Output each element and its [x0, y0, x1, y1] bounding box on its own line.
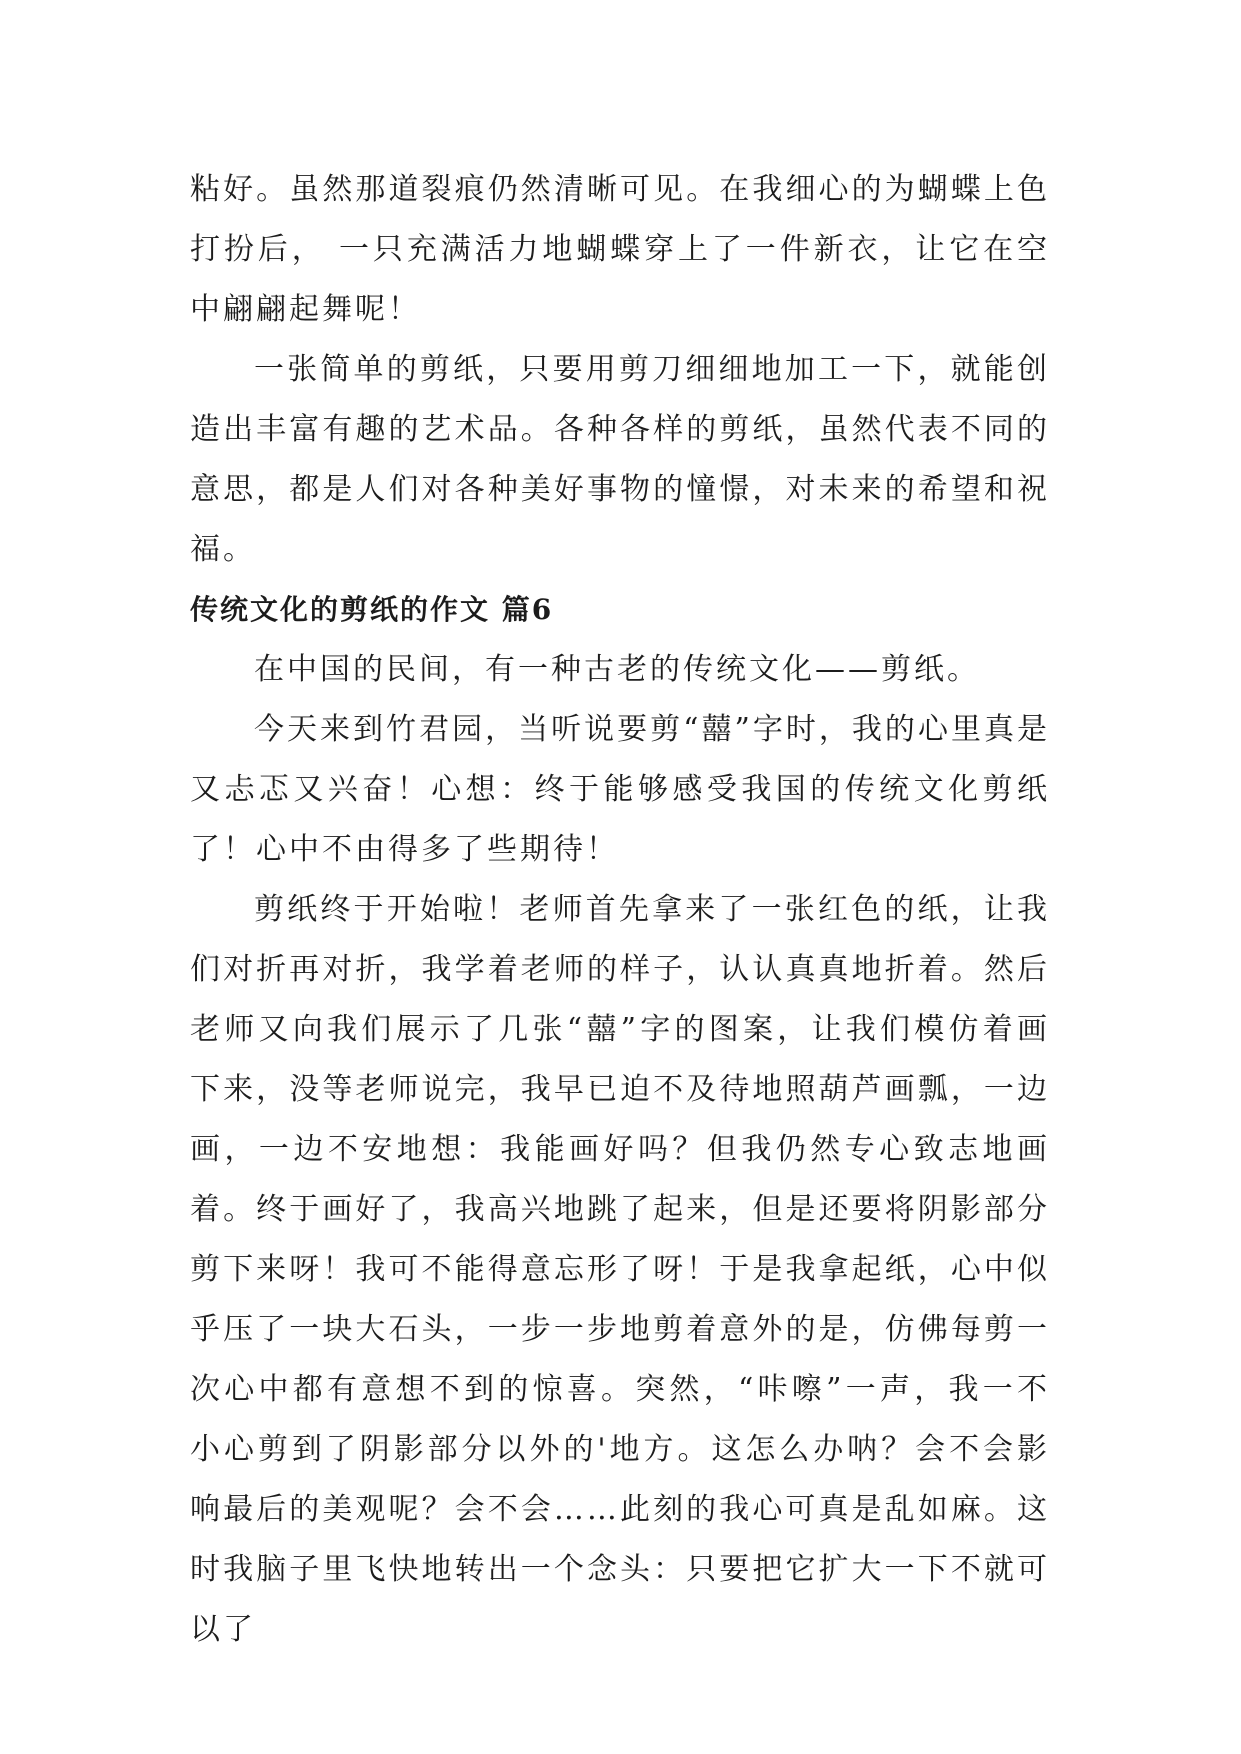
continued-paragraph: 粘好。虽然那道裂痕仍然清晰可见。在我细心的为蝴蝶上色打扮后， 一只充满活力地蝴蝶穿上了一件新衣，让它在空中翩翩起舞呢！	[190, 172, 1050, 327]
paragraph-cutting: 剪纸终于开始啦！老师首先拿来了一张红色的纸，让我们对折再对折，我学着老师的样子，认认真真地折着。然后老师又向我们展示了几张“囍”字的图案，让我们模仿着画下来，没等老师说完，我早已迫不及待地照葫芦画瓢，一边画，一边不安地想：我能画好吗？但我仍然专心致志地画着。终于画好了，我高兴地跳了起来，但是还要将阴影部分剪下来呀！我可不能得意忘形了呀！于是我拿起纸，心中似乎压了一块大石头，一步一步地剪着意外的是，仿佛每剪一次心中都有意想不到的惊喜。突然，“咔嚓”一声，我一不小心剪到了阴影部分以外的'地方。这怎么办呐？会不会影响最后的美观呢？会不会……此刻的我心可真是乱如麻。这时我脑子里飞快地转出一个念头：只要把它扩大一下不就可以了	[190, 892, 1050, 1647]
closing-paragraph: 一张简单的剪纸，只要用剪刀细细地加工一下，就能创造出丰富有趣的艺术品。各种各样的剪纸，虽然代表不同的意思，都是人们对各种美好事物的憧憬，对未来的希望和祝福。	[190, 352, 1050, 567]
paragraph-intro: 在中国的民间，有一种古老的传统文化——剪纸。	[254, 652, 980, 687]
paragraph-arrival: 今天来到竹君园，当听说要剪“囍”字时，我的心里真是又忐忑又兴奋！心想：终于能够感受我国的传统文化剪纸了！心中不由得多了些期待！	[190, 712, 1050, 867]
document-body	[190, 160, 1050, 1660]
section-title: 传统文化的剪纸的作文 篇6	[190, 593, 554, 626]
